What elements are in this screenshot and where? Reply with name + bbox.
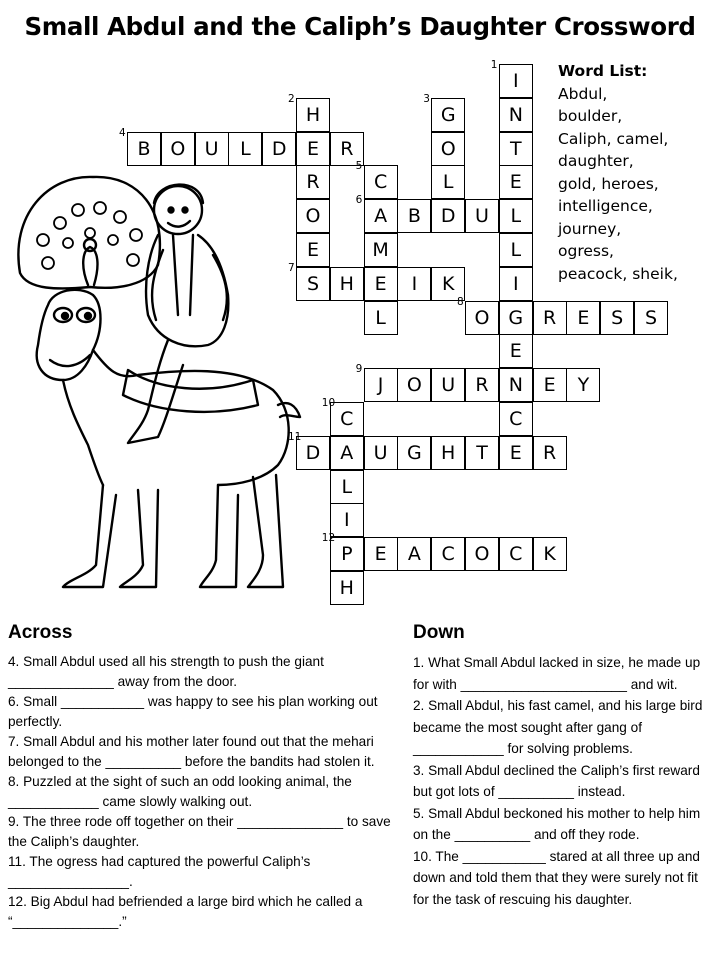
crossword-cell[interactable]: [431, 436, 465, 470]
cell-letter: C: [373, 171, 388, 194]
down-clue: 5. Small Abdul beckoned his mother to help him on the __________ and off they rode.: [413, 805, 701, 842]
clue-number: 9: [355, 363, 363, 376]
word-list-line: ogress,: [558, 242, 614, 260]
cell-letter: M: [372, 239, 389, 261]
cell-letter: H: [339, 577, 354, 599]
cell-letter: G: [508, 306, 524, 329]
cell-letter: S: [306, 272, 320, 295]
cell-letter: H: [441, 441, 456, 464]
crossword-cell[interactable]: [533, 436, 567, 470]
across-clue: 9. The three rode off together on their ______________ to save the Caliph’s daughter.: [8, 814, 391, 849]
across-clue: 12. Big Abdul had befriended a large bird which he called a “______________.”: [8, 894, 363, 929]
cell-letter: A: [374, 205, 388, 228]
crossword-cell[interactable]: [431, 537, 465, 571]
word-list-line: peacock, sheik,: [558, 264, 678, 283]
clue-number: 2: [288, 92, 295, 105]
crossword-cell[interactable]: [431, 368, 465, 402]
cell-letter: I: [512, 272, 519, 295]
peacock-tail: [18, 177, 160, 289]
word-list-line: daughter,: [558, 152, 634, 170]
down-clue: 2. Small Abdul, his fast camel, and his large bird became the most sought after gang of ____________ for solving problems.: [413, 698, 703, 756]
clue-number: 4: [119, 126, 126, 139]
cell-letter: C: [441, 543, 455, 566]
cell-letter: J: [377, 374, 384, 397]
crossword-cell[interactable]: [397, 368, 431, 402]
crossword-cell[interactable]: [499, 334, 533, 368]
cell-letter: E: [374, 543, 387, 566]
crossword-cell[interactable]: [634, 301, 668, 335]
across-heading: Across: [8, 622, 73, 643]
camel-rider-illustration: [8, 155, 308, 600]
cell-letter: C: [509, 408, 523, 430]
cell-letter: S: [644, 306, 658, 329]
down-clue: 3. Small Abdul declined the Caliph’s first reward but got lots of __________ instead.: [413, 762, 700, 799]
crossword-cell[interactable]: [330, 470, 364, 504]
crossword-cell[interactable]: [465, 199, 499, 233]
clue-number: 1: [490, 59, 498, 71]
cell-letter: L: [510, 205, 522, 228]
crossword-cell[interactable]: [499, 165, 533, 199]
cell-letter: O: [305, 205, 321, 228]
word-list-heading: Word List:: [558, 62, 648, 80]
crossword-cell[interactable]: [288, 92, 330, 132]
cell-letter: D: [271, 137, 287, 160]
cell-letter: L: [240, 137, 251, 160]
crossword-cell[interactable]: [355, 160, 398, 199]
cell-letter: U: [441, 374, 456, 397]
crossword-cell[interactable]: [397, 199, 431, 233]
cell-letter: I: [343, 509, 350, 532]
crossword-cell[interactable]: [490, 59, 533, 98]
crossword-cell[interactable]: [355, 363, 398, 402]
cell-letter: E: [374, 272, 387, 295]
cell-letter: G: [440, 103, 456, 126]
crossword-cell[interactable]: [364, 537, 398, 571]
crossword-cell[interactable]: [566, 301, 600, 335]
camel-body: [93, 350, 289, 485]
cell-letter: B: [137, 137, 151, 160]
cell-letter: A: [340, 441, 354, 464]
cell-letter: C: [340, 408, 354, 430]
word-list-line: intelligence,: [558, 197, 653, 215]
cell-letter: R: [306, 171, 320, 194]
crossword-cell[interactable]: [330, 571, 364, 605]
cell-letter: U: [373, 441, 388, 464]
cell-letter: S: [611, 306, 624, 329]
crossword-cell[interactable]: [423, 92, 465, 132]
cell-letter: N: [508, 103, 523, 126]
peacock-body: [83, 247, 97, 285]
crossword-cell[interactable]: [457, 295, 499, 335]
cell-letter: T: [509, 137, 522, 160]
camel-tail: [278, 403, 300, 417]
across-clue: 7. Small Abdul and his mother later found out that the mehari belonged to the __________ before the bandits had stolen it.: [8, 734, 375, 769]
crossword-cell[interactable]: [397, 537, 431, 571]
cell-letter: R: [340, 137, 354, 160]
clue-number: 11: [288, 430, 302, 443]
down-clue: 1. What Small Abdul lacked in size, he made up for with ______________________ and wit.: [413, 655, 701, 692]
crossword-cell[interactable]: [330, 436, 364, 470]
crossword-cell[interactable]: [499, 98, 533, 132]
page-title: Small Abdul and the Caliph’s Daughter Crossword: [24, 12, 696, 41]
cell-letter: P: [341, 543, 353, 566]
cell-letter: B: [407, 205, 421, 228]
crossword-cell[interactable]: [364, 301, 398, 335]
crossword-cell[interactable]: [364, 436, 398, 470]
across-clue: 8. Puzzled at the sight of such an odd looking animal, the ____________ came slowly walking out.: [8, 774, 352, 809]
cell-letter: O: [170, 137, 186, 160]
cell-letter: D: [440, 205, 456, 228]
crossword-cell[interactable]: [499, 436, 533, 470]
clue-number: 5: [355, 160, 363, 173]
cell-letter: A: [407, 543, 421, 566]
cell-letter: I: [411, 272, 418, 295]
cell-letter: G: [407, 441, 422, 464]
cell-letter: O: [474, 306, 490, 329]
crossword-cell[interactable]: [397, 267, 431, 301]
crossword-cell[interactable]: [431, 199, 465, 233]
crossword-cell[interactable]: [533, 368, 567, 402]
crossword-cell[interactable]: [499, 537, 533, 571]
cell-letter: U: [204, 137, 219, 160]
cell-letter: U: [475, 205, 489, 228]
cell-letter: E: [509, 171, 522, 194]
word-list-line: boulder,: [558, 107, 623, 125]
cell-letter: L: [442, 171, 454, 194]
crossword-cell[interactable]: [499, 132, 533, 166]
clue-number: 3: [423, 92, 430, 105]
crossword-cell[interactable]: [499, 368, 533, 402]
rider-leg: [128, 340, 183, 443]
cell-letter: E: [509, 340, 522, 363]
cell-letter: O: [406, 374, 422, 397]
clue-number: 10: [321, 397, 336, 409]
cell-letter: D: [305, 441, 321, 464]
down-clues: [413, 652, 715, 910]
crossword-cell[interactable]: [499, 301, 533, 335]
crossword-cell[interactable]: [364, 233, 398, 267]
cell-letter: I: [512, 70, 519, 92]
word-list-line: Caliph, camel,: [558, 129, 669, 148]
peacock-eyespots: [37, 202, 142, 269]
crossword-cell[interactable]: [364, 267, 398, 301]
crossword-cell[interactable]: [431, 132, 465, 166]
crossword-cell[interactable]: [499, 199, 533, 233]
cell-letter: H: [305, 103, 321, 126]
cell-letter: R: [475, 374, 489, 397]
crossword-cell[interactable]: [499, 402, 533, 436]
crossword-cell[interactable]: [499, 267, 533, 301]
cell-letter: E: [577, 306, 590, 329]
rider-body: [146, 235, 228, 346]
peacock-head: [84, 239, 96, 251]
cell-letter: H: [339, 272, 354, 295]
crossword-cell[interactable]: [566, 368, 600, 402]
crossword-cell[interactable]: [431, 165, 465, 199]
cell-letter: T: [476, 441, 488, 464]
camel-mouth: [50, 355, 90, 366]
clue-number: 6: [355, 194, 363, 207]
word-list-line: journey,: [558, 219, 622, 238]
clue-number: 12: [321, 532, 336, 545]
crossword-cell[interactable]: [321, 532, 364, 571]
crossword-cell[interactable]: [321, 397, 364, 436]
cell-letter: E: [509, 441, 522, 464]
crossword-cell[interactable]: [330, 267, 364, 301]
clue-number: 7: [288, 261, 295, 274]
crossword-cell[interactable]: [533, 537, 567, 571]
cell-letter: L: [510, 239, 522, 261]
across-clue: 4. Small Abdul used all his strength to push the giant ______________ away from the door.: [8, 654, 324, 689]
cell-letter: L: [341, 475, 353, 498]
word-list-line: Abdul,: [558, 84, 608, 103]
cell-letter: O: [474, 543, 490, 566]
down-heading: Down: [413, 622, 465, 643]
word-list: [558, 60, 718, 285]
cell-letter: C: [509, 543, 523, 566]
cell-letter: O: [440, 137, 456, 160]
cell-letter: K: [543, 543, 556, 566]
word-list-line: gold, heroes,: [558, 174, 659, 193]
cell-letter: L: [375, 306, 386, 329]
cell-letter: R: [542, 441, 557, 464]
cell-letter: E: [543, 374, 556, 397]
cell-letter: N: [508, 374, 523, 397]
camel-legs: [63, 475, 283, 587]
down-clue: 10. The ___________ stared at all three up and down and told them that they were surely not fit for the task of rescuing his daughter.: [413, 848, 700, 907]
clue-number: 8: [457, 295, 464, 308]
cell-letter: E: [306, 137, 319, 160]
across-clue: 6. Small ___________ was happy to see his plan working out perfectly.: [8, 694, 378, 729]
cell-letter: Y: [577, 374, 590, 397]
crossword-cell[interactable]: [533, 301, 567, 335]
crossword-cell[interactable]: [397, 436, 431, 470]
cell-letter: K: [441, 272, 455, 295]
crossword-cell[interactable]: [465, 537, 499, 571]
across-clues: [8, 652, 396, 932]
across-clue: 11. The ogress had captured the powerful Caliph’s ________________.: [8, 854, 311, 889]
cell-letter: R: [542, 306, 557, 329]
crossword-cell[interactable]: [465, 368, 499, 402]
rider-vest: [173, 235, 193, 315]
crossword-cell[interactable]: [499, 233, 533, 267]
crossword-cell[interactable]: [355, 194, 398, 233]
crossword-cell[interactable]: [600, 301, 634, 335]
crossword-cell[interactable]: [465, 436, 499, 470]
cell-letter: E: [306, 239, 319, 261]
